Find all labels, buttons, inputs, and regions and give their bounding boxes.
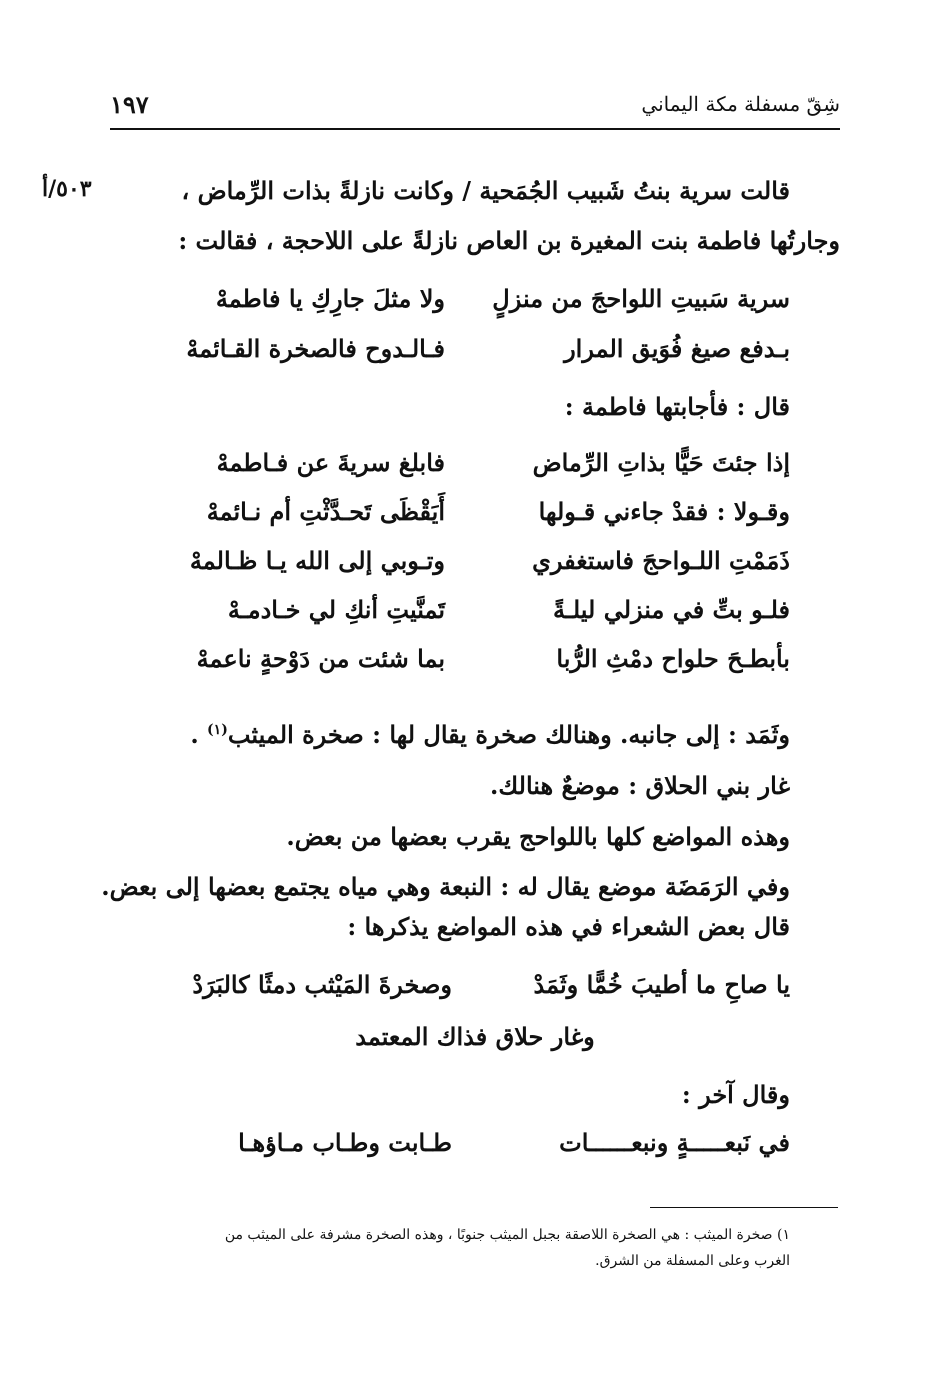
- verse-line: [160, 595, 790, 635]
- prose-line: [110, 720, 790, 749]
- prose-line: وهذه المواضع كلها باللواحج يقرب بعضها من بعض.: [286, 822, 790, 851]
- verse-hemistich-first: يا صاحِ ما أطيبَ خُمًّا وثَمَدْ: [533, 970, 790, 999]
- verse-hemistich-second: ولا مثلَ جارِكِ يا فاطمهْ: [215, 284, 445, 313]
- verse-line: [160, 644, 790, 684]
- verse-line-centered: وغار حلاق فذاك المعتمد: [355, 1022, 595, 1051]
- footnote-reference[interactable]: (١): [207, 722, 228, 738]
- verse-line: [160, 970, 790, 1010]
- verse-hemistich-first: سرية سَبيتِ اللواحجَ من منزلٍ: [492, 284, 790, 313]
- verse-hemistich-first: وقـولا : فقدْ جاءني قـولها: [538, 497, 790, 526]
- prose-line: غار بني الحلاق : موضعٌ هنالك.: [490, 771, 790, 800]
- prose-line: وقال آخر :: [681, 1080, 790, 1109]
- prose-text: وثَمَد : إلى جانبه. وهنالك صخرة يقال لها : صخرة الميثب: [227, 720, 790, 749]
- prose-line: قال بعض الشعراء في هذه المواضع يذكرها :: [347, 912, 790, 941]
- prose-line: وجارتُها فاطمة بنت المغيرة بن العاص نازلةً على اللاحجة ، فقالت :: [178, 226, 840, 255]
- verse-hemistich-second: وتـوبي إلى الله يـا ظـالمهْ: [189, 546, 445, 575]
- verse-hemistich-first: بـدفع صيغ فُوَيق المرار: [564, 334, 790, 363]
- prose-line: قالت سرية بنتُ شَبيب الجُمَحية / وكانت نازلةً بذات الرِّماض ،: [181, 176, 790, 205]
- footnote-line: الغرب وعلى المسفلة من الشرق.: [595, 1253, 790, 1269]
- running-title: شِقّ مسفلة مكة اليماني: [641, 92, 840, 116]
- prose-line: قال : فأجابتها فاطمة :: [564, 392, 790, 421]
- verse-hemistich-second: أَيَقْظَى تَحـدَّثْتِ أم نـائمهْ: [206, 497, 445, 526]
- verse-line: [160, 546, 790, 586]
- header-rule: [110, 128, 840, 130]
- verse-hemistich-second: تَمنَّيتِ أنكِ لي خـادمـهْ: [227, 595, 445, 624]
- verse-hemistich-second: بما شئت من دَوْحةٍ ناعمهْ: [196, 644, 445, 673]
- footnote: [112, 1222, 790, 1274]
- verse-line: [160, 497, 790, 537]
- prose-text: .: [190, 720, 208, 749]
- verse-hemistich-first: في نَبعـــــةٍ ونبعــــــات: [559, 1128, 790, 1157]
- verse-hemistich-first: بأبطـحَ حلواح دمْثِ الرُّبا: [556, 644, 790, 673]
- verse-line: [160, 284, 790, 324]
- verse-hemistich-first: ذَمَمْتِ اللـواحجَ فاستغفري: [532, 546, 790, 575]
- verse-hemistich-first: إذا جئتَ حَيًّا بذاتِ الرِّماض: [532, 448, 790, 477]
- prose-line: وفي الرَمَضَة موضع يقال له : النبعة وهي مياه يجتمع بعضها إلى بعض.: [101, 872, 790, 901]
- verse-hemistich-second: فابلغ سريةَ عن فـاطمهْ: [216, 448, 445, 477]
- verse-hemistich-second: وصخرةَ المَيْثب دمثًا كالبَرَدْ: [192, 970, 452, 999]
- page-number: ١٩٧: [110, 90, 149, 119]
- footnote-rule: [650, 1207, 838, 1208]
- verse-hemistich-second: طـابت وطـاب مـاؤهـا: [238, 1128, 452, 1157]
- verse-hemistich-first: فلـو بتِّ في منزلي ليلـةً: [552, 595, 790, 624]
- verse-line: [160, 1128, 790, 1168]
- verse-line: [160, 448, 790, 488]
- verse-hemistich-second: فـالـدوح فالصخرة القـائمهْ: [186, 334, 445, 363]
- footnote-line: ١) صخرة الميثب : هي الصخرة اللاصقة بجبل الميثب جنوبًا ، وهذه الصخرة مشرفة على الميثب من: [224, 1227, 790, 1243]
- running-header: [110, 92, 840, 126]
- verse-line: [160, 334, 790, 374]
- folio-margin-note: ٥٠٣/أ: [42, 176, 92, 202]
